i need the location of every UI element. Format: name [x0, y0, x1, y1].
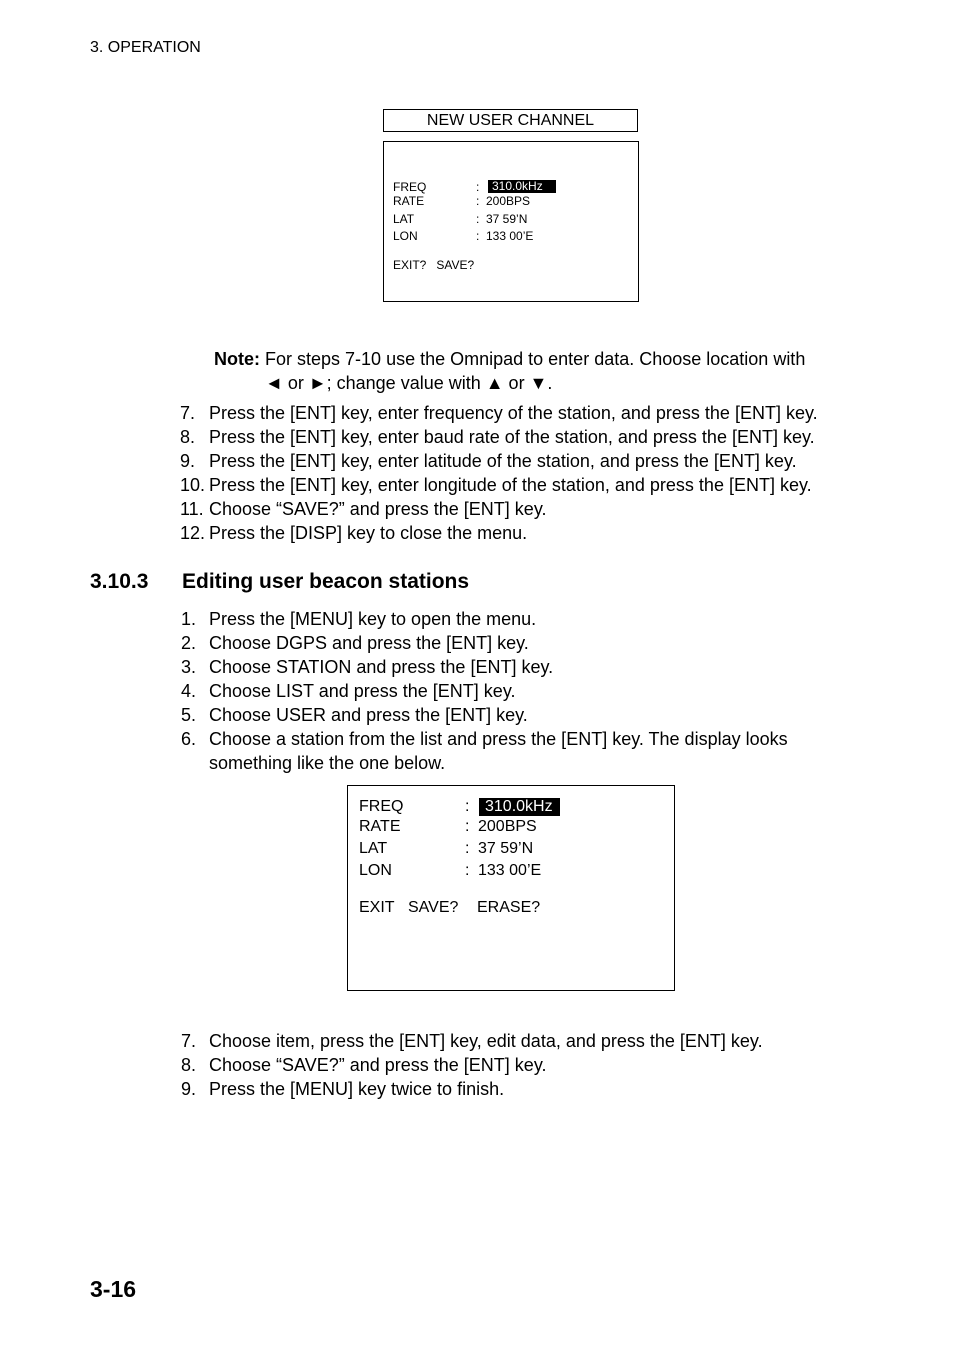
f1-actions: EXIT? SAVE? [393, 258, 475, 272]
step-number: 11. [180, 499, 204, 519]
step-number: 8. [181, 1055, 197, 1075]
f1-lon-value: 133 00’E [486, 229, 534, 243]
step-number: 1. [181, 609, 197, 629]
f2-lon-label: LON [359, 862, 392, 879]
step-number: 9. [180, 451, 196, 471]
f2-lon-colon: : [465, 862, 470, 879]
f1-freq-label: FREQ [393, 180, 427, 194]
step-text: Press the [ENT] key, enter frequency of the station, and press the [ENT] key. [209, 403, 818, 423]
f2-lat-value: 37 59’N [478, 840, 534, 857]
section-number: 3.10.3 [90, 570, 149, 593]
running-header: 3. OPERATION [90, 39, 201, 56]
step-text: Press the [DISP] key to close the menu. [209, 523, 528, 543]
f2-erase: ERASE? [477, 899, 541, 916]
step-text: Press the [ENT] key, enter longitude of the station, and press the [ENT] key. [209, 475, 812, 495]
step-number: 2. [181, 633, 197, 653]
step-number: 7. [181, 1031, 197, 1051]
f1-lat-value: 37 59’N [486, 212, 528, 226]
f2-save: SAVE? [408, 899, 459, 916]
f1-freq-colon: : [476, 180, 480, 194]
step-text: Press the [MENU] key to open the menu. [209, 609, 537, 629]
step-text: Press the [MENU] key twice to finish. [209, 1079, 505, 1099]
f1-rate-label: RATE [393, 194, 425, 208]
f1-lat-colon: : [476, 212, 480, 226]
f2-rate-value: 200BPS [478, 818, 537, 835]
f1-lon-label: LON [393, 229, 418, 243]
f2-freq-value: 310.0kHz [479, 798, 560, 816]
f1-freq-value: 310.0kHz [488, 180, 556, 193]
section-title: Editing user beacon stations [182, 570, 470, 593]
step-number: 7. [180, 403, 196, 423]
f2-lat-label: LAT [359, 840, 388, 857]
step-number: 5. [181, 705, 197, 725]
step-number: 10. [180, 475, 206, 495]
note [214, 347, 805, 371]
f2-rate-label: RATE [359, 818, 401, 835]
step-text: Choose STATION and press the [ENT] key. [209, 657, 554, 677]
f2-exit: EXIT [359, 899, 395, 916]
step-text: Press the [ENT] key, enter baud rate of the station, and press the [ENT] key. [209, 427, 815, 447]
f2-lon-value: 133 00’E [478, 862, 542, 879]
section-heading [90, 568, 470, 596]
page-number: 3-16 [90, 1276, 137, 1302]
f2-lat-colon: : [465, 840, 470, 857]
f2-rate-colon: : [465, 818, 470, 835]
f1-rate-value: 200BPS [486, 194, 531, 208]
step-number: 8. [180, 427, 196, 447]
step-text: Choose DGPS and press the [ENT] key. [209, 633, 529, 653]
note-line2: ◄ or ►; change value with ▲ or ▼. [265, 373, 553, 393]
step-text: Choose USER and press the [ENT] key. [209, 705, 528, 725]
step-number: 9. [181, 1079, 197, 1099]
step-text: Choose a station from the list and press the [ENT] key. The display looks [209, 729, 788, 749]
step-text: Choose “SAVE?” and press the [ENT] key. [209, 1055, 547, 1075]
f1-rate-colon: : [476, 194, 480, 208]
step-text-continued: something like the one below. [209, 753, 446, 773]
f1-lon-colon: : [476, 229, 480, 243]
note-label: Note: [214, 349, 260, 369]
step-text: Choose item, press the [ENT] key, edit data, and press the [ENT] key. [209, 1031, 763, 1051]
figure1-title: NEW USER CHANNEL [383, 109, 638, 132]
step-text: Press the [ENT] key, enter latitude of the station, and press the [ENT] key. [209, 451, 797, 471]
f1-lat-label: LAT [393, 212, 415, 226]
f2-freq-label: FREQ [359, 798, 404, 815]
step-number: 12. [180, 523, 206, 543]
step-number: 4. [181, 681, 197, 701]
step-text: Choose “SAVE?” and press the [ENT] key. [209, 499, 547, 519]
step-text: Choose LIST and press the [ENT] key. [209, 681, 516, 701]
f2-freq-colon: : [465, 798, 470, 815]
note-line1: For steps 7-10 use the Omnipad to enter data. Choose location with [265, 349, 806, 369]
step-number: 6. [181, 729, 197, 749]
step-number: 3. [181, 657, 197, 677]
